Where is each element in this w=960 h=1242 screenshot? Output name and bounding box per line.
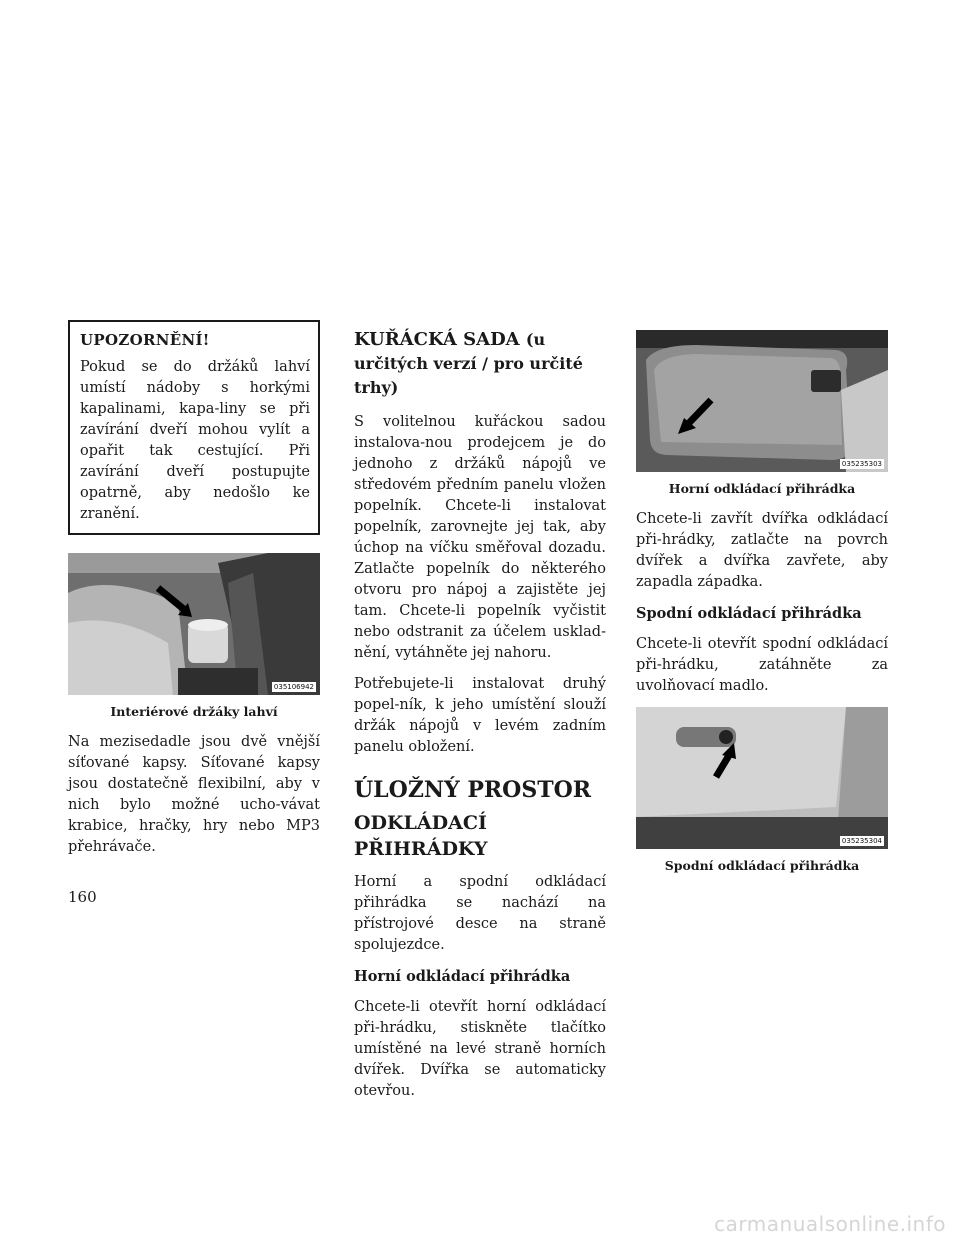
paragraph-title: Spodní odkládací přihrádka (636, 605, 862, 622)
body-paragraph: S volitelnou kuřáckou sadou instalova-nou prodejcem je do jednoho z držáků nápojů ve středovém předním panelu vložen popelník. Chcete-li instalovat popelník, zarovnejte jej tak, aby úchop na víčku směřoval dozadu. Zatlačte popelník do některého otvoru pro nápoj a zajistěte jej tam. Chcete-li popelník vyčistit nebo odstranit za účelem usklad-nění, vytáhněte jej nahoru. (354, 414, 606, 661)
watermark: carmanualsonline.info (714, 1212, 946, 1236)
photo-code: 035235303 (841, 460, 882, 468)
column-right (636, 320, 888, 886)
upper-glovebox-photo (636, 330, 888, 472)
bottle-holders-photo (68, 553, 320, 695)
photo-code: 035235304 (841, 837, 882, 845)
bottle-holders-illustration (68, 553, 320, 695)
figure-caption: Horní odkládací přihrádka (668, 481, 856, 496)
lower-glovebox-photo (636, 707, 888, 849)
section-heading: ÚLOŽNÝ PROSTOR (354, 777, 592, 803)
section-heading (354, 328, 606, 400)
warning-text: Pokud se do držáků lahví umístí nádoby s horkými kapalinami, kapa-liny se při zavírání dveří mohou vylít a opařit tak cestující. Při zavírání dveří postupujte opatrně, aby nedošlo ke zranění. (80, 359, 310, 522)
figure-caption: Spodní odkládací přihrádka (664, 858, 860, 873)
heading-sub: (u určitých verzí / pro určité trhy) (354, 330, 583, 397)
body-paragraph: Chcete-li otevřít horní odkládací při-hrádku, stiskněte tlačítko umístěné na levé straně horních dvířek. Dvířka se automaticky otevřou. (354, 999, 606, 1099)
warning-title: UPOZORNĚNÍ! (80, 331, 210, 349)
photo-code: 035106942 (273, 683, 314, 691)
paragraph-title: Horní odkládací přihrádka (354, 968, 571, 985)
body-paragraph: Na mezisedadle jsou dvě vnější síťované kapsy. Síťované kapsy jsou dostatečně flexibilní, aby v nich bylo možné ucho-vávat krabice, hračky, hry nebo MP3 přehrávače. (68, 734, 320, 855)
body-paragraph: Chcete-li otevřít spodní odkládací při-hrádku, zatáhněte za uvolňovací madlo. (636, 636, 888, 694)
subsection-heading: ODKLÁDACÍ PŘIHRÁDKY (354, 812, 488, 860)
lower-glovebox-illustration (636, 707, 888, 849)
upper-glovebox-illustration (636, 330, 888, 472)
figure-caption: Interiérové držáky lahví (110, 704, 278, 719)
heading-main: KUŘÁCKÁ SADA (354, 329, 520, 350)
warning-box (68, 320, 320, 535)
page-number: 160 (68, 888, 97, 906)
body-paragraph: Horní a spodní odkládací přihrádka se nachází na přístrojové desce na straně spolujezdce. (354, 874, 606, 953)
column-middle (354, 320, 606, 1112)
body-paragraph: Chcete-li zavřít dvířka odkládací při-hrádky, zatlačte na povrch dvířek a dvířka zavřete, aby zapadla západka. (636, 511, 888, 590)
column-left (68, 320, 320, 868)
body-paragraph: Potřebujete-li instalovat druhý popel-ník, k jeho umístění slouží držák nápojů v levém zadním panelu obložení. (354, 676, 606, 755)
